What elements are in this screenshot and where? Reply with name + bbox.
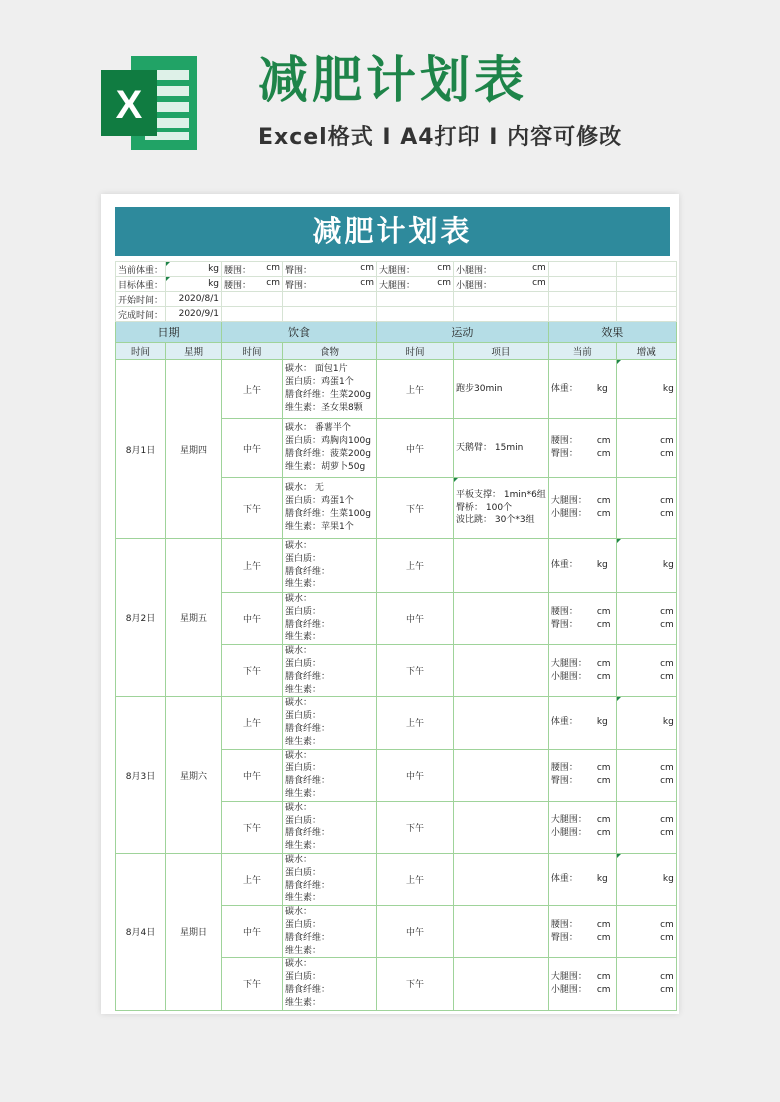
exercise-cell[interactable]: [454, 645, 549, 697]
food-cell[interactable]: [283, 478, 377, 539]
effect-change-cell[interactable]: [616, 958, 676, 1010]
exercise-cell[interactable]: [454, 593, 549, 645]
effect-unit: kg: [596, 874, 608, 885]
unit: cm: [532, 277, 546, 288]
col-header: 时间: [116, 343, 166, 360]
exercise-cell[interactable]: [454, 360, 549, 419]
empty-cell[interactable]: [454, 292, 549, 307]
effect-current-cell[interactable]: [548, 419, 616, 478]
effect-unit: cm: [596, 436, 611, 446]
exercise-cell[interactable]: [454, 801, 549, 853]
food-line: 蛋白质：鸡蛋1个: [285, 496, 354, 507]
food-cell[interactable]: [283, 593, 377, 645]
exercise-time-cell[interactable]: 下午: [377, 801, 454, 853]
date-cell[interactable]: 8月3日: [116, 697, 166, 854]
effect-unit: cm: [596, 815, 611, 826]
meal-time-cell[interactable]: 中午: [222, 906, 283, 958]
food-line: 蛋白质：: [285, 763, 322, 774]
effect-line: [551, 827, 614, 840]
column-header-row: [116, 343, 677, 360]
food-cell[interactable]: [283, 958, 377, 1010]
effect-label: 小腿围：: [550, 509, 587, 519]
change-unit: cm: [660, 776, 674, 787]
col-header: 当前: [548, 343, 616, 360]
hip-label: 臀围：: [285, 265, 313, 276]
change-unit: kg: [662, 560, 674, 570]
effect-current-cell[interactable]: [548, 697, 616, 749]
effect-current-cell[interactable]: [548, 478, 616, 539]
effect-change-cell[interactable]: [616, 360, 676, 419]
food-line: 维生素：: [285, 945, 322, 956]
empty-cell[interactable]: [454, 307, 549, 322]
food-line: 维生素：: [285, 788, 322, 799]
empty-cell[interactable]: [548, 292, 616, 307]
info-row-finish: [116, 307, 677, 322]
target-calf-cell[interactable]: [454, 277, 549, 292]
food-line: 碳水：: [285, 750, 313, 761]
current-waist-cell[interactable]: [222, 262, 283, 277]
empty-cell[interactable]: [283, 307, 377, 322]
effect-change-cell[interactable]: [616, 645, 676, 697]
exercise-time-cell[interactable]: 上午: [377, 697, 454, 749]
effect-line: [551, 762, 614, 775]
food-line: 蛋白质：: [285, 711, 322, 722]
change-unit: cm: [660, 763, 674, 774]
food-line: 蛋白质：: [285, 815, 322, 826]
food-line: 蛋白质：: [285, 658, 322, 669]
effect-line: [551, 383, 614, 396]
effect-label: 臀围：: [550, 932, 578, 943]
calf-label: 小腿围：: [456, 265, 493, 276]
effect-line: [551, 971, 614, 984]
unit: cm: [437, 262, 452, 273]
effect-line: [551, 658, 614, 671]
effect-current-cell[interactable]: [548, 539, 616, 593]
hip-label: 臀围：: [285, 280, 313, 291]
current-hip-cell[interactable]: [283, 262, 377, 277]
change-unit: cm: [660, 671, 674, 682]
effect-line: [551, 671, 614, 684]
food-line: 蛋白质：: [285, 867, 322, 878]
food-cell[interactable]: [283, 360, 377, 419]
meal-time-cell[interactable]: 下午: [222, 958, 283, 1010]
food-line: 碳水：: [285, 594, 313, 604]
target-thigh-cell[interactable]: [377, 277, 454, 292]
target-weight-cell[interactable]: kg: [166, 277, 222, 292]
spreadsheet-page: [101, 194, 679, 1014]
current-weight-label: 当前体重：: [116, 262, 166, 277]
effect-label: 体重：: [550, 383, 578, 394]
sheet-banner: 减肥计划表: [115, 207, 670, 256]
excel-logo-icon: [101, 56, 197, 150]
start-label: 开始时间：: [116, 292, 166, 307]
date-cell[interactable]: 8月2日: [116, 539, 166, 697]
exercise-time-cell[interactable]: 下午: [377, 645, 454, 697]
food-cell[interactable]: [283, 853, 377, 905]
thigh-label: 大腿围：: [379, 265, 416, 276]
target-waist-cell[interactable]: [222, 277, 283, 292]
col-header: 项目: [454, 343, 549, 360]
change-unit: kg: [662, 383, 674, 394]
col-header: 星期: [166, 343, 222, 360]
effect-label: 小腿围：: [550, 984, 587, 995]
food-cell[interactable]: [283, 697, 377, 749]
effect-label: 臀围：: [550, 776, 578, 787]
effect-unit: cm: [596, 984, 611, 995]
effect-line: [551, 508, 614, 521]
meal-time-cell[interactable]: 下午: [222, 801, 283, 853]
change-unit: cm: [660, 971, 674, 982]
effect-unit: cm: [596, 932, 611, 943]
effect-current-cell[interactable]: [548, 645, 616, 697]
food-cell[interactable]: [283, 801, 377, 853]
change-unit: cm: [660, 828, 674, 839]
effect-unit: cm: [596, 763, 611, 774]
food-line: 膳食纤维：生菜200g: [285, 390, 371, 400]
effect-change-cell[interactable]: [616, 906, 676, 958]
date-cell[interactable]: 8月1日: [116, 360, 166, 539]
food-line: 维生素：: [285, 684, 322, 695]
effect-label: 腰围：: [550, 606, 578, 617]
exercise-line: 平板支撑： 1min*6组: [456, 489, 546, 500]
unit: cm: [266, 262, 281, 273]
empty-cell[interactable]: [548, 307, 616, 322]
effect-label: 大腿围：: [550, 815, 587, 826]
meal-time-cell[interactable]: 上午: [222, 697, 283, 749]
effect-unit: kg: [596, 383, 608, 394]
food-line: 膳食纤维：: [285, 723, 331, 734]
date-cell[interactable]: 8月4日: [116, 853, 166, 1010]
food-line: 膳食纤维：: [285, 984, 331, 995]
effect-label: 腰围：: [550, 763, 578, 774]
food-line: 维生素：: [285, 997, 322, 1008]
empty-cell[interactable]: [283, 292, 377, 307]
meal-time-cell[interactable]: 上午: [222, 539, 283, 593]
effect-unit: cm: [596, 919, 611, 930]
empty-cell[interactable]: [548, 277, 616, 292]
food-line: 碳水： 番薯半个: [285, 423, 351, 434]
effect-label: 体重：: [550, 717, 578, 728]
food-line: 膳食纤维：: [285, 828, 331, 839]
plan-row: [116, 853, 677, 905]
effect-change-cell[interactable]: [616, 539, 676, 593]
start-date-cell[interactable]: 2020/8/1: [166, 292, 222, 307]
food-cell[interactable]: [283, 539, 377, 593]
food-line: 碳水：: [285, 854, 313, 865]
effect-line: [551, 435, 614, 448]
plan-row: [116, 360, 677, 419]
exercise-line: 跑步30min: [456, 383, 503, 394]
empty-cell[interactable]: [616, 262, 676, 277]
effect-unit: kg: [596, 560, 608, 570]
effect-line: [551, 619, 614, 632]
effect-label: 臀围：: [550, 449, 578, 459]
food-line: 膳食纤维：: [285, 619, 331, 630]
change-unit: cm: [660, 984, 674, 995]
effect-change-cell[interactable]: [616, 853, 676, 905]
thigh-label: 大腿围：: [379, 280, 416, 291]
effect-line: [551, 775, 614, 788]
plan-row: [116, 697, 677, 749]
unit: cm: [360, 277, 375, 288]
effect-change-cell[interactable]: [616, 749, 676, 801]
food-line: 维生素：: [285, 841, 322, 852]
exercise-time-cell[interactable]: 上午: [377, 360, 454, 419]
info-row-target: [116, 277, 677, 292]
exercise-cell[interactable]: [454, 419, 549, 478]
effect-current-cell[interactable]: [548, 958, 616, 1010]
plan-table: [115, 261, 677, 1011]
exercise-cell[interactable]: [454, 478, 549, 539]
effect-label: 腰围：: [550, 919, 578, 930]
effect-unit: cm: [596, 619, 611, 630]
exercise-cell[interactable]: [454, 906, 549, 958]
change-unit: cm: [660, 932, 674, 943]
food-line: 膳食纤维：菠菜200g: [285, 449, 371, 459]
effect-label: 小腿围：: [550, 671, 587, 682]
food-cell[interactable]: [283, 906, 377, 958]
exercise-time-cell[interactable]: 中午: [377, 749, 454, 801]
empty-cell[interactable]: [616, 292, 676, 307]
food-line: 膳食纤维：: [285, 671, 331, 682]
meal-time-cell[interactable]: 中午: [222, 749, 283, 801]
exercise-time-cell[interactable]: 下午: [377, 478, 454, 539]
food-line: 维生素：圣女果8颗: [285, 402, 363, 413]
empty-cell[interactable]: [222, 307, 283, 322]
change-unit: cm: [660, 619, 674, 630]
col-header: 时间: [377, 343, 454, 360]
empty-cell[interactable]: [377, 292, 454, 307]
target-weight-label: 目标体重：: [116, 277, 166, 292]
effect-change-cell[interactable]: [616, 478, 676, 539]
effect-line: [551, 495, 614, 508]
group-header-exercise: 运动: [377, 322, 549, 343]
food-line: 碳水：: [285, 646, 313, 657]
effect-label: 腰围：: [550, 436, 578, 446]
food-line: 维生素：: [285, 736, 322, 747]
food-line: 维生素：: [285, 893, 322, 904]
unit: cm: [437, 277, 452, 288]
exercise-line: 波比跳： 30个*3组: [456, 515, 535, 526]
current-weight-cell[interactable]: kg: [166, 262, 222, 277]
unit: cm: [360, 262, 375, 273]
finish-date-cell[interactable]: 2020/9/1: [166, 307, 222, 322]
effect-label: 体重：: [550, 874, 578, 885]
weekday-cell[interactable]: 星期日: [166, 853, 222, 1010]
effect-label: 体重：: [550, 560, 578, 570]
effect-label: 大腿围：: [550, 496, 587, 506]
effect-line: [551, 932, 614, 945]
unit: cm: [532, 262, 546, 273]
effect-unit: cm: [596, 509, 611, 519]
food-line: 维生素：: [285, 632, 322, 643]
effect-line: [551, 559, 614, 572]
unit: cm: [266, 277, 281, 288]
effect-change-cell[interactable]: [616, 593, 676, 645]
exercise-cell[interactable]: [454, 697, 549, 749]
effect-unit: cm: [596, 671, 611, 682]
food-line: 碳水：: [285, 959, 313, 970]
effect-change-cell[interactable]: [616, 419, 676, 478]
food-line: 蛋白质：鸡蛋1个: [285, 377, 354, 388]
meal-time-cell[interactable]: 下午: [222, 478, 283, 539]
food-line: 维生素：苹果1个: [285, 521, 354, 532]
food-line: 蛋白质：: [285, 919, 322, 930]
col-header: 食物: [283, 343, 377, 360]
effect-line: [551, 984, 614, 997]
effect-change-cell[interactable]: [616, 801, 676, 853]
effect-unit: cm: [596, 776, 611, 787]
food-line: 维生素：: [285, 579, 322, 590]
change-unit: cm: [660, 658, 674, 669]
empty-cell[interactable]: [616, 307, 676, 322]
empty-cell[interactable]: [616, 277, 676, 292]
food-line: 碳水： 面包1片: [285, 364, 348, 375]
food-line: 蛋白质：鸡胸肉100g: [285, 436, 371, 447]
effect-label: 小腿围：: [550, 828, 587, 839]
effect-label: 臀围：: [550, 619, 578, 630]
weekday-cell[interactable]: 星期六: [166, 697, 222, 854]
exercise-time-cell[interactable]: 中午: [377, 593, 454, 645]
current-calf-cell[interactable]: [454, 262, 549, 277]
effect-unit: cm: [596, 658, 611, 669]
plan-row: [116, 539, 677, 593]
food-line: 碳水：: [285, 540, 313, 551]
food-line: 碳水：: [285, 907, 313, 918]
change-unit: cm: [660, 919, 674, 930]
page-subtitle: Excel格式 I A4打印 I 内容可修改: [258, 125, 623, 150]
change-unit: cm: [660, 496, 674, 506]
meal-time-cell[interactable]: 上午: [222, 360, 283, 419]
exercise-cell[interactable]: [454, 853, 549, 905]
exercise-time-cell[interactable]: 上午: [377, 853, 454, 905]
group-header-diet: 饮食: [222, 322, 377, 343]
page-title: 减肥计划表: [258, 51, 528, 109]
food-cell[interactable]: [283, 419, 377, 478]
effect-current-cell[interactable]: [548, 749, 616, 801]
empty-cell[interactable]: [222, 292, 283, 307]
food-line: 膳食纤维：: [285, 566, 331, 577]
exercise-cell[interactable]: [454, 749, 549, 801]
effect-change-cell[interactable]: [616, 697, 676, 749]
effect-unit: cm: [596, 449, 611, 459]
empty-cell[interactable]: [548, 262, 616, 277]
effect-label: 大腿围：: [550, 658, 587, 669]
exercise-line: 天鹅臂： 15min: [456, 442, 524, 453]
change-unit: cm: [660, 436, 674, 446]
exercise-time-cell[interactable]: 中午: [377, 419, 454, 478]
food-line: 膳食纤维：生菜100g: [285, 509, 371, 519]
effect-label: 大腿围：: [550, 971, 587, 982]
effect-line: [551, 606, 614, 619]
calf-label: 小腿围：: [456, 280, 493, 291]
effect-current-cell[interactable]: [548, 360, 616, 419]
meal-time-cell[interactable]: 下午: [222, 645, 283, 697]
effect-line: [551, 448, 614, 461]
waist-label: 腰围：: [224, 280, 252, 291]
target-hip-cell[interactable]: [283, 277, 377, 292]
effect-line: [551, 716, 614, 729]
meal-time-cell[interactable]: 上午: [222, 853, 283, 905]
change-unit: cm: [660, 509, 674, 519]
food-line: 膳食纤维：: [285, 880, 331, 891]
food-line: 膳食纤维：: [285, 932, 331, 943]
change-unit: cm: [660, 449, 674, 459]
exercise-time-cell[interactable]: 中午: [377, 906, 454, 958]
group-header-row: [116, 322, 677, 343]
food-line: 碳水： 无: [285, 483, 324, 494]
effect-current-cell[interactable]: [548, 801, 616, 853]
info-row-current: [116, 262, 677, 277]
change-unit: kg: [662, 717, 674, 728]
col-header: 增减: [616, 343, 676, 360]
change-unit: kg: [662, 874, 674, 885]
food-line: 膳食纤维：: [285, 776, 331, 787]
exercise-line: 臀桥： 100个: [456, 502, 513, 513]
food-line: 蛋白质：: [285, 553, 322, 564]
col-header: 时间: [222, 343, 283, 360]
logo-letter: X: [115, 83, 143, 127]
weekday-cell[interactable]: 星期四: [166, 360, 222, 539]
effect-current-cell[interactable]: [548, 593, 616, 645]
effect-unit: cm: [596, 971, 611, 982]
effect-line: [551, 873, 614, 886]
exercise-time-cell[interactable]: 上午: [377, 539, 454, 593]
empty-cell[interactable]: [377, 307, 454, 322]
effect-current-cell[interactable]: [548, 906, 616, 958]
food-line: 蛋白质：: [285, 606, 322, 617]
food-line: 碳水：: [285, 802, 313, 813]
effect-unit: kg: [596, 717, 608, 728]
food-line: 维生素：胡萝卜50g: [285, 461, 366, 472]
waist-label: 腰围：: [224, 265, 252, 276]
exercise-time-cell[interactable]: 下午: [377, 958, 454, 1010]
exercise-cell[interactable]: [454, 958, 549, 1010]
effect-line: [551, 814, 614, 827]
group-header-date: 日期: [116, 322, 222, 343]
info-row-start: [116, 292, 677, 307]
group-header-effect: 效果: [548, 322, 676, 343]
food-cell[interactable]: [283, 749, 377, 801]
meal-time-cell[interactable]: 中午: [222, 419, 283, 478]
effect-unit: cm: [596, 606, 611, 617]
effect-line: [551, 919, 614, 932]
finish-label: 完成时间：: [116, 307, 166, 322]
change-unit: cm: [660, 815, 674, 826]
effect-current-cell[interactable]: [548, 853, 616, 905]
meal-time-cell[interactable]: 中午: [222, 593, 283, 645]
change-unit: cm: [660, 606, 674, 617]
effect-unit: cm: [596, 828, 611, 839]
food-line: 蛋白质：: [285, 972, 322, 983]
food-cell[interactable]: [283, 645, 377, 697]
exercise-cell[interactable]: [454, 539, 549, 593]
effect-unit: cm: [596, 496, 611, 506]
current-thigh-cell[interactable]: [377, 262, 454, 277]
food-line: 碳水：: [285, 698, 313, 709]
weekday-cell[interactable]: 星期五: [166, 539, 222, 697]
